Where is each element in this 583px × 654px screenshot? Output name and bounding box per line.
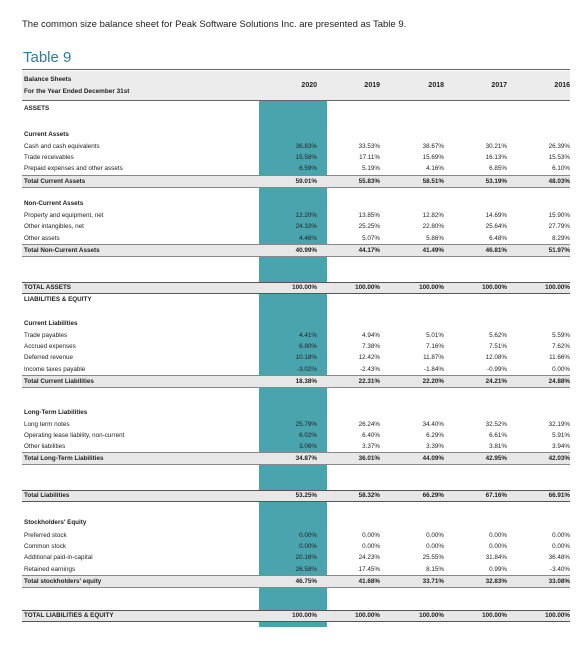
table-row [22, 352, 570, 363]
row-label: TOTAL ASSETS [24, 284, 71, 291]
cell-2018: 6.29% [426, 432, 444, 439]
cell-2017: 14.69% [485, 212, 507, 219]
cell-2016: 15.53% [548, 154, 570, 161]
row-label: Preferred stock [24, 532, 67, 539]
cell-2020: 24.33% [295, 223, 317, 230]
table-row [22, 364, 570, 375]
cell-2019: -2.43% [360, 366, 380, 373]
cell-2019: 26.24% [358, 421, 380, 428]
row-label: Total stockholders' equity [24, 578, 102, 585]
row-label: Total Liabilities [24, 492, 70, 499]
cell-2017: 3.81% [489, 443, 507, 450]
table-row [22, 441, 570, 452]
cell-2017: 16.13% [485, 154, 507, 161]
row-label: Property and equipment, net [24, 212, 104, 219]
cell-2017: 67.16% [485, 492, 507, 499]
cell-2018: 44.09% [422, 455, 444, 462]
cell-2018: 7.16% [426, 343, 444, 350]
table-row [22, 541, 570, 552]
cell-2020: 40.99% [295, 247, 317, 254]
cell-2018: 25.55% [422, 554, 444, 561]
cell-2018: 22.80% [422, 223, 444, 230]
cell-2017: 5.62% [489, 332, 507, 339]
cell-2017: 6.61% [489, 432, 507, 439]
table-row [22, 419, 570, 430]
cell-2018: 5.01% [426, 332, 444, 339]
cell-2016: 33.08% [548, 578, 570, 585]
cell-2018: 38.67% [422, 143, 444, 150]
row-label: Cash and cash equivalents [24, 143, 100, 150]
cell-2017: 46.81% [485, 247, 507, 254]
table-header [22, 71, 570, 100]
cell-2016: 0.00% [552, 543, 570, 550]
row-label: LIABILITIES & EQUITY [24, 296, 92, 303]
total-row [22, 175, 570, 188]
cell-2016: 42.03% [548, 455, 570, 462]
cell-2017: 12.08% [485, 354, 507, 361]
cell-2017: 7.51% [489, 343, 507, 350]
section-header-row [22, 517, 570, 528]
cell-2016: 11.66% [549, 354, 570, 361]
row-label: Trade receivables [24, 154, 74, 161]
cell-2020: 26.58% [295, 566, 317, 573]
cell-2018: 15.69% [422, 154, 444, 161]
cell-2019: 22.31% [358, 378, 380, 385]
row-label: Current Assets [24, 131, 69, 138]
table-row [22, 210, 570, 221]
cell-2020: 53.25% [295, 492, 317, 499]
cell-2017: 53.19% [485, 178, 507, 185]
cell-2020: 46.75% [295, 578, 317, 585]
year-header: 2016 [554, 82, 570, 89]
cell-2018: 58.51% [422, 178, 444, 185]
row-label: Prepaid expenses and other assets [24, 165, 123, 172]
cell-2016: 26.39% [548, 143, 570, 150]
header-divider [22, 100, 570, 101]
cell-2019: 25.25% [358, 223, 380, 230]
cell-2017: 6.85% [489, 165, 507, 172]
table-row [22, 141, 570, 152]
table-row [22, 341, 570, 352]
header-title: Balance Sheets [24, 76, 72, 83]
cell-2016: 24.88% [548, 378, 570, 385]
cell-2020: 0.00% [299, 532, 317, 539]
row-label: Long-Term Liabilities [24, 409, 88, 416]
row-label: Income taxes payable [24, 366, 86, 373]
cell-2017: 0.00% [489, 543, 507, 550]
row-label: Accrued expenses [24, 343, 76, 350]
row-label: Total Current Liabilities [24, 378, 94, 385]
title-divider [22, 69, 570, 70]
cell-2019: 44.17% [358, 247, 380, 254]
cell-2019: 24.23% [358, 554, 380, 561]
cell-2020: 4.41% [299, 332, 317, 339]
cell-2020: 6.02% [299, 432, 317, 439]
row-label: Operating lease liability, non-current [24, 432, 125, 439]
cell-2016: 7.62% [552, 343, 570, 350]
cell-2018: 100.00% [419, 284, 444, 291]
cell-2017: 30.21% [485, 143, 507, 150]
cell-2020: 36.83% [295, 143, 317, 150]
header-subtitle: For the Year Ended December 31st [24, 88, 130, 95]
cell-2018: 3.39% [426, 443, 444, 450]
cell-2016: 32.19% [548, 421, 570, 428]
table-row [22, 430, 570, 441]
total-row [22, 452, 570, 465]
cell-2018: 22.20% [422, 378, 444, 385]
cell-2016: 6.10% [552, 165, 570, 172]
cell-2019: 33.53% [358, 143, 380, 150]
cell-2016: 36.48% [548, 554, 570, 561]
table-row [22, 163, 570, 174]
cell-2017: 42.95% [485, 455, 507, 462]
year-header: 2018 [428, 82, 444, 89]
cell-2019: 17.11% [359, 154, 380, 161]
cell-2017: 6.48% [489, 235, 507, 242]
cell-2019: 4.94% [362, 332, 380, 339]
cell-2019: 58.32% [358, 492, 380, 499]
cell-2016: 3.94% [552, 443, 570, 450]
cell-2018: 8.15% [426, 566, 444, 573]
cell-2018: 100.00% [419, 612, 444, 619]
cell-2020: 25.79% [295, 421, 317, 428]
cell-2019: 5.19% [362, 165, 380, 172]
table-title: Table 9 [23, 49, 72, 66]
row-label: Retained earnings [24, 566, 76, 573]
cell-2018: 41.49% [422, 247, 444, 254]
cell-2016: 51.97% [548, 247, 570, 254]
cell-2020: 20.16% [295, 554, 317, 561]
row-label: Other liabilities [24, 443, 66, 450]
cell-2019: 7.38% [362, 343, 380, 350]
cell-2018: 0.00% [426, 532, 444, 539]
cell-2019: 5.07% [362, 235, 380, 242]
cell-2019: 100.00% [355, 284, 380, 291]
cell-2016: 100.00% [545, 612, 570, 619]
cell-2019: 12.42% [358, 354, 380, 361]
cell-2016: 15.90% [548, 212, 570, 219]
cell-2018: 4.16% [426, 165, 444, 172]
cell-2017: 25.64% [485, 223, 507, 230]
section-header-row [22, 129, 570, 140]
row-label: Total Long-Term Liabilities [24, 455, 104, 462]
table-row [22, 552, 570, 563]
cell-2019: 6.40% [362, 432, 380, 439]
total-row [22, 610, 570, 622]
cell-2019: 36.01% [358, 455, 380, 462]
cell-2016: 27.79% [548, 223, 570, 230]
row-label: Other intangibles, net [24, 223, 84, 230]
cell-2018: 33.71% [422, 578, 444, 585]
cell-2019: 0.00% [362, 532, 380, 539]
year-header: 2017 [491, 82, 507, 89]
section-header-row [22, 198, 570, 209]
cell-2017: 0.99% [489, 566, 507, 573]
cell-2019: 13.85% [358, 212, 380, 219]
cell-2020: 34.87% [295, 455, 317, 462]
row-label: Total Current Assets [24, 178, 86, 185]
row-label: Long term notes [24, 421, 70, 428]
cell-2016: 48.03% [548, 178, 570, 185]
cell-2019: 55.83% [358, 178, 380, 185]
section-header-row [22, 318, 570, 329]
cell-2020: -3.02% [297, 366, 317, 373]
cell-2017: 32.52% [485, 421, 507, 428]
cell-2018: 12.82% [422, 212, 444, 219]
cell-2018: 5.86% [426, 235, 444, 242]
cell-2019: 41.68% [358, 578, 380, 585]
table-row [22, 221, 570, 232]
cell-2016: 0.00% [552, 366, 570, 373]
row-label: Current Liabilities [24, 320, 78, 327]
row-label: Additional paid-in-capital [24, 554, 93, 561]
cell-2020: 4.46% [299, 235, 317, 242]
cell-2016: -3.40% [550, 566, 570, 573]
row-label: ASSETS [24, 105, 50, 112]
cell-2020: 100.00% [292, 284, 317, 291]
cell-2018: 0.00% [426, 543, 444, 550]
total-row [22, 375, 570, 388]
cell-2020: 0.00% [299, 543, 317, 550]
table-row [22, 233, 570, 244]
cell-2017: 100.00% [482, 284, 507, 291]
table-row [22, 152, 570, 163]
cell-2020: 100.00% [292, 612, 317, 619]
cell-2020: 6.59% [299, 165, 317, 172]
total-row [22, 490, 570, 502]
cell-2017: 31.84% [485, 554, 507, 561]
table-row [22, 530, 570, 541]
section-header-row [22, 294, 570, 305]
row-label: Common stock [24, 543, 66, 550]
cell-2018: -1.84% [424, 366, 444, 373]
total-row [22, 282, 570, 294]
cell-2017: 0.00% [489, 532, 507, 539]
section-header-row [22, 103, 570, 114]
cell-2016: 5.91% [552, 432, 570, 439]
cell-2019: 3.37% [362, 443, 380, 450]
cell-2019: 100.00% [355, 612, 380, 619]
cell-2020: 10.18% [295, 354, 317, 361]
intro-text: The common size balance sheet for Peak Software Solutions Inc. are presented as Table 9. [22, 19, 407, 30]
cell-2017: -0.99% [487, 366, 507, 373]
total-row [22, 244, 570, 257]
row-label: Total Non-Current Assets [24, 247, 100, 254]
cell-2017: 24.21% [485, 378, 507, 385]
cell-2017: 100.00% [482, 612, 507, 619]
cell-2018: 11.87% [423, 354, 444, 361]
cell-2020: 6.80% [299, 343, 317, 350]
cell-2016: 66.91% [548, 492, 570, 499]
cell-2019: 17.45% [358, 566, 380, 573]
row-label: Trade payables [24, 332, 68, 339]
row-label: Stockholders' Equity [24, 519, 87, 526]
section-header-row [22, 407, 570, 418]
cell-2016: 0.00% [552, 532, 570, 539]
cell-2020: 15.58% [295, 154, 317, 161]
row-label: Other assets [24, 235, 60, 242]
cell-2020: 12.20% [295, 212, 317, 219]
row-label: Deferred revenue [24, 354, 74, 361]
year-header: 2020 [301, 82, 317, 89]
cell-2016: 5.59% [552, 332, 570, 339]
cell-2020: 3.06% [299, 443, 317, 450]
row-label: TOTAL LIABILITIES & EQUITY [24, 612, 114, 619]
year-header: 2019 [364, 82, 380, 89]
cell-2020: 59.01% [295, 178, 317, 185]
cell-2016: 100.00% [545, 284, 570, 291]
table-row [22, 330, 570, 341]
table-row [22, 564, 570, 575]
cell-2019: 0.00% [362, 543, 380, 550]
cell-2018: 34.40% [422, 421, 444, 428]
cell-2016: 8.29% [552, 235, 570, 242]
row-label: Non-Current Assets [24, 200, 84, 207]
cell-2018: 66.29% [422, 492, 444, 499]
cell-2020: 18.38% [295, 378, 317, 385]
total-row [22, 575, 570, 588]
cell-2017: 32.83% [485, 578, 507, 585]
